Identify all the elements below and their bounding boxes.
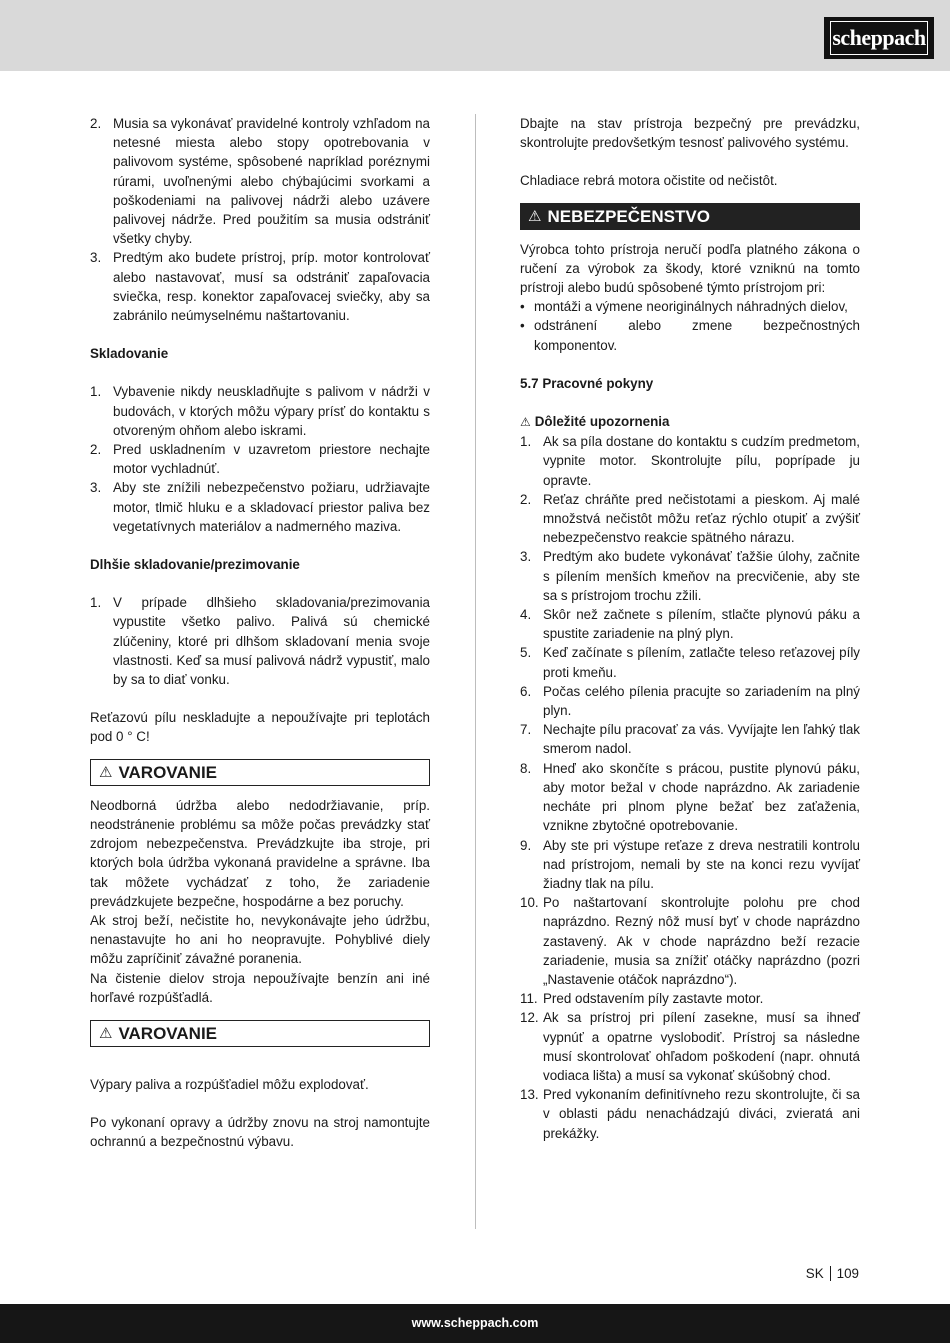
page-number-value: 109 xyxy=(836,1266,859,1281)
brand-logo xyxy=(824,17,934,59)
list-item xyxy=(520,605,860,643)
list-item xyxy=(520,643,860,681)
bullet-item xyxy=(520,316,860,354)
list-number: 5. xyxy=(520,645,532,661)
list-number: 3. xyxy=(520,549,532,565)
heading-long-storage: Dlhšie skladovanie/prezimovanie xyxy=(90,557,300,573)
warning-text: Výpary paliva a rozpúšťadiel môžu explodovať. xyxy=(90,1076,369,1092)
list-text: Reťaz chráňte pred nečistotami a pieskom. Aj malé množstvá nečistôt môžu reťaz rýchlo otupiť a zvýšiť nebezpečenstvo reakcie spätného nárazu. xyxy=(543,491,860,546)
right-column xyxy=(520,114,860,1143)
list-text: Hneď ako skončíte s prácou, pustite plynovú páku, aby motor bežal v chode naprázdno. Ak zariadenie necháte pri plnom plyne bežať bez zaťaženia, vznikne zbytočné opotrebovanie. xyxy=(543,760,860,834)
list-number: 1. xyxy=(520,434,532,450)
list-text: Predtým ako budete vykonávať ťažšie úlohy, začnite s pílením menších kmeňov na precvičenie, aby ste sa s prístrojom trochu zžili. xyxy=(543,549,860,603)
list-text: Skôr než začnete s pílením, stlačte plynovú páku a spustite zariadenie na plný plyn. xyxy=(543,607,860,642)
bullet-dot-icon: • xyxy=(520,299,525,315)
warning-box xyxy=(90,759,430,786)
list-text: Pred uskladnením v uzavretom priestore nechajte motor vychladnúť. xyxy=(113,442,430,477)
list-number: 12. xyxy=(520,1010,539,1026)
warning-box xyxy=(90,1020,430,1047)
list-number: 8. xyxy=(520,760,532,776)
list-text: Nechajte pílu pracovať za vás. Vyvíjajte len ľahký tlak smerom nadol. xyxy=(543,722,860,757)
page-number-separator xyxy=(830,1266,831,1281)
list-number: 6. xyxy=(520,683,532,699)
list-item xyxy=(520,432,860,490)
list-text: Vybavenie nikdy neuskladňujte s palivom v nádrži v budovách, v ktorých môžu výpary prísť do kontaktu s otvoreným ohňom alebo iskrami. xyxy=(113,384,430,438)
danger-title: NEBEZPEČENSTVO xyxy=(547,206,710,226)
storage-list xyxy=(90,382,430,536)
warning-text: Na čistenie dielov stroja nepoužívajte benzín ani iné horľavé rozpúšťadlá. xyxy=(90,970,430,1005)
list-item xyxy=(90,248,430,325)
repair-note: Po vykonaní opravy a údržby znovu na stroj namontujte ochrannú a bezpečnostnú výbavu. xyxy=(90,1115,430,1150)
temperature-note: Reťazovú pílu neskladujte a nepoužívajte pri teplotách pod 0 ° C! xyxy=(90,710,430,745)
work-instructions-list xyxy=(520,432,860,1143)
list-number: 7. xyxy=(520,722,532,738)
page-number xyxy=(806,1264,859,1283)
list-number: 4. xyxy=(520,607,532,623)
list-item xyxy=(90,382,430,440)
list-text: Predtým ako budete prístroj, príp. motor kontrolovať alebo nastavovať, musí sa odstrániť zapaľovacia sviečka, resp. konektor zapaľovacej sviečky, aby sa zabránilo neúmyselnému naštartovaniu. xyxy=(113,250,430,324)
list-item xyxy=(520,1008,860,1085)
important-heading-text: Dôležité upozornenia xyxy=(534,414,670,430)
bullet-dot-icon: • xyxy=(520,318,525,334)
danger-bullets xyxy=(520,297,860,355)
left-column xyxy=(90,114,430,1152)
list-text: Počas celého pílenia pracujte so zariadením na plný plyn. xyxy=(543,683,860,719)
list-item xyxy=(520,893,860,989)
list-item xyxy=(520,682,860,720)
danger-text: Výrobca tohto prístroja neručí podľa platného zákona o ručení za výrobok za škody, ktoré vzniknú na tomto prístroji alebo budú spôsobené týmto prístrojom pri: xyxy=(520,241,860,296)
list-item xyxy=(520,1085,860,1143)
list-number: 3. xyxy=(90,480,102,496)
list-item xyxy=(520,989,860,1008)
list-text: Pred vykonaním definitívneho rezu skontrolujte, či sa v oblasti pádu nenachádzajú diváci, zvieratá ani prekážky. xyxy=(543,1087,860,1141)
list-number: 3. xyxy=(90,250,102,266)
heading-storage: Skladovanie xyxy=(90,346,169,362)
inspection-list xyxy=(90,114,430,325)
list-item xyxy=(520,836,860,894)
list-text: Aby ste znížili nebezpečenstvo požiaru, udržiavajte motor, tlmič hluku e a skladovací priestor paliva bez vegetatívnych materiálov a nadmerného maziva. xyxy=(113,480,430,534)
footer-bar xyxy=(0,1304,950,1343)
danger-box xyxy=(520,203,860,230)
warning-text: Neodborná údržba alebo nedodržiavanie, príp. neodstránenie problému sa môže počas prevádzky stať zdrojom nebezpečenstva. Prevádzkujte iba stroje, pri ktorých bola údržba vykonaná pravidelne a správne. Iba tak môžete vychádzať z toho, že zariadenie prevádzkujete bezpečne, hospodárne a bez poruchy. xyxy=(90,797,430,909)
brand-logo-text: scheppach xyxy=(832,25,926,51)
list-number: 13. xyxy=(520,1087,539,1103)
list-text: Ak sa prístroj pri pílení zasekne, musí sa ihneď vypnúť a opatrne vyslobodiť. Prístroj sa následne musí skontrolovať ohľadom poškodení (napr. ohnutá vodiaca lišta) a musí sa vykonať skúšobný chod. xyxy=(543,1010,860,1083)
list-number: 9. xyxy=(520,837,532,853)
list-number: 1. xyxy=(90,595,102,611)
list-item xyxy=(520,720,860,758)
bullet-item xyxy=(520,297,860,316)
list-text: Po naštartovaní skontrolujte polohu pre chod naprázdno. Rezný nôž musí byť v chode naprázdno zastavený. Ak v chode naprázdno beží rezacie zariadenie, musia sa znížiť otáčky naprázdno (pozri „Nastavenie otáčok naprázdno“). xyxy=(543,895,860,987)
list-text: V prípade dlhšieho skladovania/prezimovania vypustite všetko palivo. Palivá sú chemické zlúčeniny, ktoré pri dlhšom skladovaní menia svoje vlastnosti. Keď sa musí palivová nádrž vypustiť, malo by sa to diať vonku. xyxy=(113,595,430,688)
list-text: Pred odstavením píly zastavte motor. xyxy=(543,991,764,1007)
warning-title: VAROVANIE xyxy=(118,762,217,782)
warning-title: VAROVANIE xyxy=(118,1023,217,1043)
list-item xyxy=(520,490,860,548)
list-text: Ak sa píla dostane do kontaktu s cudzím predmetom, vypnite motor. Skontrolujte pílu, poprípade ju opravte. xyxy=(543,434,860,488)
warning-triangle-icon: ⚠ xyxy=(99,1024,113,1042)
list-item xyxy=(90,593,430,689)
warning-triangle-icon: ⚠ xyxy=(528,207,542,225)
list-number: 1. xyxy=(90,384,102,400)
list-item xyxy=(520,547,860,605)
list-item xyxy=(520,759,860,836)
warning-triangle-icon: ⚠ xyxy=(99,763,113,781)
section-heading: 5.7 Pracovné pokyny xyxy=(520,375,654,391)
list-number: 11. xyxy=(520,991,538,1007)
bullet-text: odstránení alebo zmene bezpečnostných komponentov. xyxy=(534,318,860,353)
list-text: Keď začínate s pílením, zatlačte teleso reťazovej píly proti kmeňu. xyxy=(543,645,860,680)
long-storage-list xyxy=(90,593,430,689)
important-heading xyxy=(520,412,860,432)
maintenance-note: Dbajte na stav prístroja bezpečný pre prevádzku, skontrolujte predovšetkým tesnosť palivového systému. xyxy=(520,116,860,151)
page-language: SK xyxy=(805,1266,824,1281)
cooling-note: Chladiace rebrá motora očistite od nečistôt. xyxy=(520,173,778,189)
list-item xyxy=(90,440,430,478)
header-bar xyxy=(0,0,950,71)
list-number: 2. xyxy=(90,442,102,458)
list-item xyxy=(90,478,430,536)
list-text: Aby ste pri výstupe reťaze z dreva nestratili kontrolu nad prístrojom, nemali by ste na konci rezu vyvíjať žiadny tlak na pílu. xyxy=(543,837,860,891)
list-item xyxy=(90,114,430,248)
list-text: Musia sa vykonávať pravidelné kontroly vzhľadom na netesné miesta alebo stopy opotrebovania v palivovom systéme, spôsobené napríklad poréznymi rúrami, uvoľnenými alebo chýbajúcimi svorkami a poškodeniami na palivovej nádrži alebo uzávere palivovej nádrže. Pred použitím sa musia odstrániť všetky chyby. xyxy=(113,116,430,247)
list-number: 2. xyxy=(520,491,532,507)
list-number: 10. xyxy=(520,895,539,911)
column-divider xyxy=(475,114,476,1229)
bullet-text: montáži a výmene neoriginálnych náhradných dielov, xyxy=(534,299,848,315)
list-number: 2. xyxy=(90,116,102,131)
warning-text: Ak stroj beží, nečistite ho, nevykonávajte jeho údržbu, nenastavujte ho ani ho neopravujte. Pohyblivé diely môžu zapríčiniť závažné poranenia. xyxy=(90,912,430,967)
warning-triangle-icon: ⚠ xyxy=(520,415,531,430)
footer-url[interactable]: www.scheppach.com xyxy=(411,1315,539,1330)
